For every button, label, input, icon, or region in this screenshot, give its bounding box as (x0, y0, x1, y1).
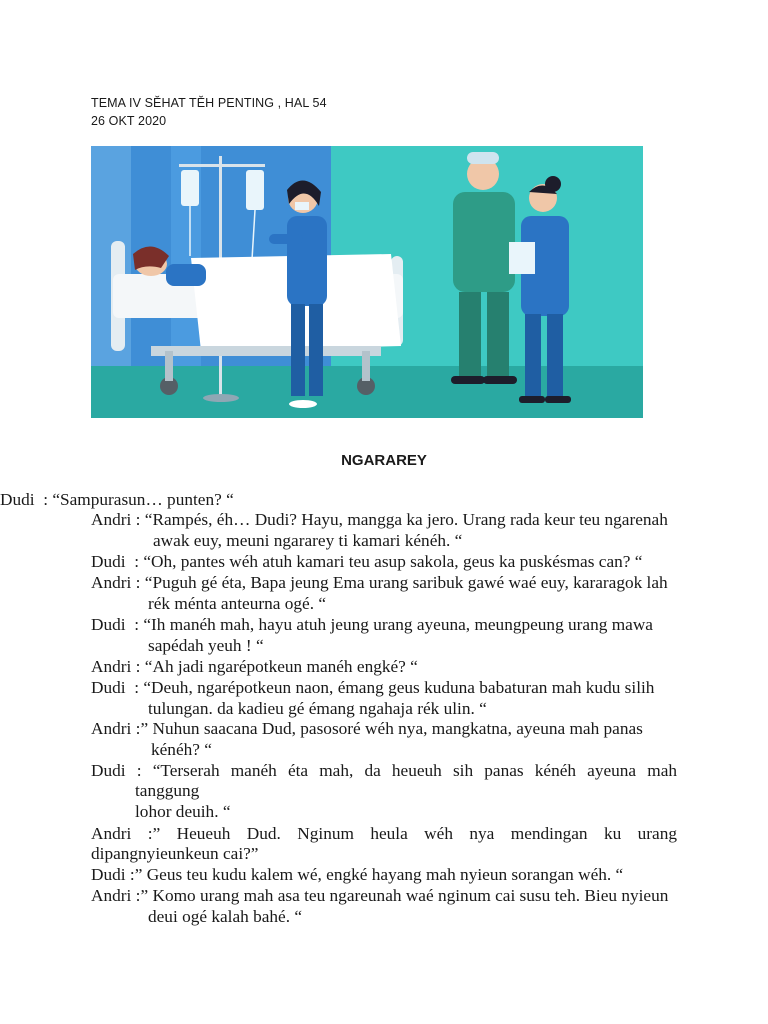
dialogue-line-7: Dudi : “Deuh, ngarépotkeun naon, émang geus kuduna babaturan mah kudu silih (91, 678, 655, 697)
dialogue-line-1: Dudi : “Sampurasun… punten? “ (0, 490, 234, 509)
dialogue-line-9-cont: tanggung (135, 781, 200, 800)
dialogue-line-10-cont: dipangnyieunkeun cai?” (91, 844, 259, 863)
document-header-topic: TEMA IV SĔHAT TĔH PENTING , HAL 54 (91, 96, 327, 110)
document-header-date: 26 OKT 2020 (91, 114, 167, 128)
dialogue-line-3: Dudi : “Oh, pantes wéh atuh kamari teu asup sakola, geus ka puskésmas can? “ (91, 552, 643, 571)
dialogue-line-5-cont: sapédah yeuh ! “ (148, 636, 264, 655)
dialogue-line-8-cont: kénéh? “ (151, 740, 212, 759)
dialogue-line-9-cont-2: lohor deuih. “ (135, 802, 231, 821)
dialogue-line-10: Andri :” Heueuh Dud. Nginum heula wéh nya mendingan ku urang (91, 824, 677, 843)
dialogue-line-2-cont: awak euy, meuni ngararey ti kamari kénéh. “ (153, 531, 463, 550)
dialogue-line-6: Andri : “Ah jadi ngarépotkeun manéh engké? “ (91, 657, 418, 676)
dialogue-line-12-cont: deui ogé kalah bahé. “ (148, 907, 303, 926)
hospital-illustration (91, 146, 643, 418)
dialogue-line-5: Dudi : “Ih manéh mah, hayu atuh jeung urang ayeuna, meungpeung urang mawa (91, 615, 653, 634)
dialogue-line-2: Andri : “Rampés, éh… Dudi? Hayu, mangga ka jero. Urang rada keur teu ngarenah (91, 510, 668, 529)
dialogue-line-7-cont: tulungan. da kadieu gé émang ngahaja rék ulin. “ (148, 699, 487, 718)
dialogue-line-11: Dudi :” Geus teu kudu kalem wé, engké hayang mah nyieun sorangan wéh. “ (91, 865, 624, 884)
dialogue-line-12: Andri :” Komo urang mah asa teu ngareunah waé nginum cai susu teh. Bieu nyieun (91, 886, 669, 905)
dialogue-line-9: Dudi : “Terserah manéh éta mah, da heueuh sih panas kénéh ayeuna mah (91, 761, 678, 780)
dialogue-line-4-cont: rék ménta anteurna ogé. “ (148, 594, 327, 613)
story-title: NGARAREY (341, 452, 427, 469)
dialogue-line-8: Andri :” Nuhun saacana Dud, pasosoré wéh nya, mangkatna, ayeuna mah panas (91, 719, 643, 738)
dialogue-line-4: Andri : “Puguh gé éta, Bapa jeung Ema urang saribuk gawé waé euy, kararagok lah (91, 573, 668, 592)
